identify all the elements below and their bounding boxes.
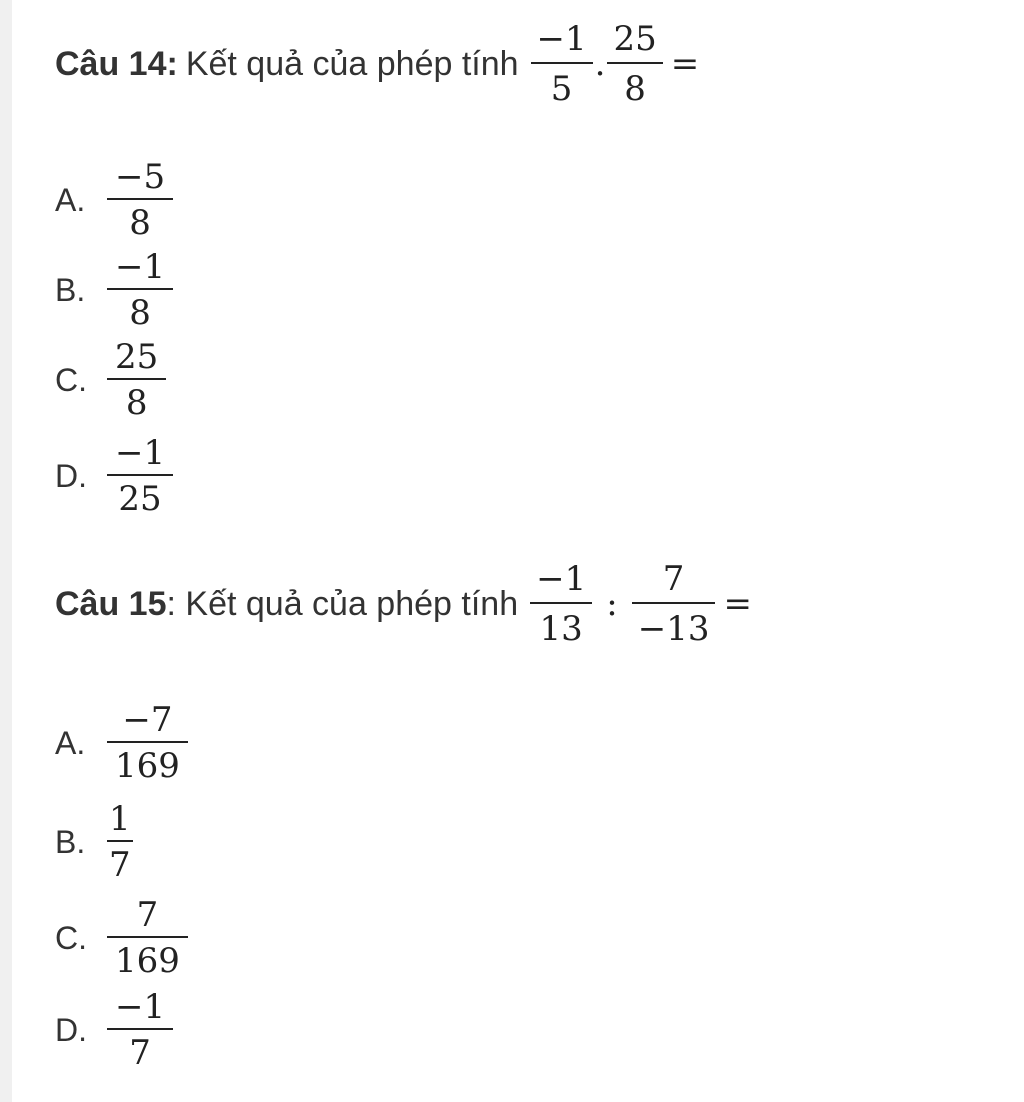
option-b [55,799,133,885]
question-label: Câu 15 [55,584,167,623]
fraction-right [632,559,716,649]
option-a [55,157,173,243]
option-fraction [107,987,173,1073]
numerator: 7 [136,895,159,935]
option-letter: D. [55,1011,87,1048]
option-letter: B. [55,271,86,308]
denominator: 8 [129,293,151,333]
equals-sign: = [670,44,700,84]
option-a [55,700,188,786]
operator: : [606,584,618,624]
numerator: −1 [536,19,587,59]
numerator: 7 [662,559,685,599]
question-text: Kết quả của phép tính [185,44,519,83]
option-c [55,337,166,423]
option-letter: A. [55,724,86,761]
numerator: −1 [115,247,166,287]
option-letter: C. [55,361,87,398]
option-fraction [107,337,166,423]
option-c [55,895,188,981]
numerator: −1 [536,559,587,599]
numerator: 25 [115,337,159,377]
denominator: 5 [550,69,573,109]
question-label: Câu 14: [55,44,178,83]
option-letter: C. [55,919,87,956]
equals-sign: = [723,584,752,624]
operator: . [594,44,606,84]
denominator: −13 [637,609,710,649]
numerator: −7 [122,700,173,740]
denominator: 13 [539,609,583,649]
option-fraction [107,247,173,333]
question-14 [55,19,707,109]
numerator: 25 [613,19,657,59]
denominator: 7 [129,1033,151,1073]
denominator: 169 [115,746,180,786]
option-d [55,433,173,519]
fraction-right [607,19,662,109]
option-fraction [107,700,188,786]
numerator: −5 [115,157,166,197]
option-fraction [107,433,173,519]
denominator: 25 [118,479,162,519]
fraction-left [530,559,592,649]
left-border [0,0,12,1102]
option-fraction [107,799,133,885]
denominator: 169 [115,941,180,981]
denominator: 8 [624,69,646,109]
denominator: 7 [109,845,131,885]
option-b [55,247,173,333]
option-letter: B. [55,823,86,860]
denominator: 8 [129,203,151,243]
numerator: −1 [115,987,166,1027]
option-letter: A. [55,181,86,218]
option-fraction [107,895,188,981]
question-15 [55,559,760,649]
option-d [55,987,173,1073]
numerator: −1 [115,433,166,473]
option-fraction [107,157,173,243]
option-letter: D. [55,457,87,494]
fraction-left [531,19,593,109]
denominator: 8 [125,383,148,423]
question-text: : Kết quả của phép tính [166,584,519,623]
numerator: 1 [109,799,131,839]
